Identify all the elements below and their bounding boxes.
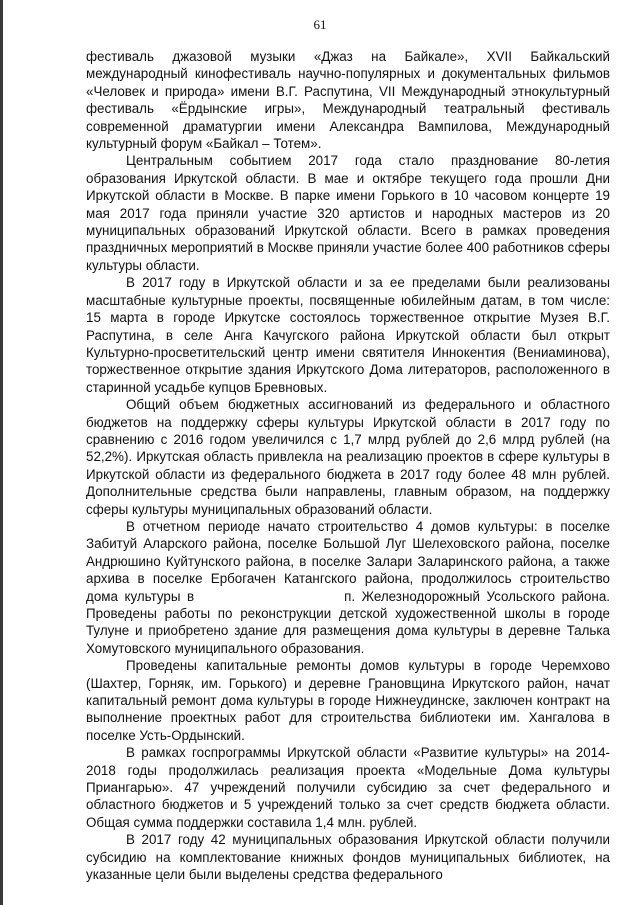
paragraph-repairs: Проведены капитальные ремонты домов культуры в городе Черемхово (Шахтер, Горняк, им. Горького) и деревне Грановщина Иркутского район, начат капитальный ремонт дома культуры в городе Нижнеудинске, заключен контракт на выполнение проектных работ для строительства библиотеки им. Хангалова в поселке Усть-Ордынский. <box>86 658 610 743</box>
paragraph-construction <box>86 518 610 657</box>
construction-text-before: В отчетном периоде начато строительство 4 домов культуры: в поселке Забитуй Аларского района, поселке Большой Луг Шелеховского района, поселке Андрюшино Куйтунского района, в поселке Залари Заларинского района, а также архива в поселке Ербогачен Катангского района, продолжилось строительство дома культуры в <box>86 518 610 604</box>
construction-text-after: п. Железнодорожный Усольского района. Проведены работы по реконструкции детской художественной школы в городе Тулуне и приобретено здание для размещения дома культуры в деревне Талька Хомутовского муниципального образования. <box>86 588 610 656</box>
paragraph-state-program: В рамках госпрограммы Иркутской области «Развитие культуры» на 2014-2018 годы продолжилась реализация проекта «Модельные Дома культуры Приангарью». 47 учреждений получили субсидию за счет федерального и областного бюджетов и 5 учреждений только за счет средств бюджета области. Общая сумма поддержки составила 1,4 млн. рублей. <box>86 745 610 830</box>
page-number: 61 <box>313 17 327 32</box>
document-body <box>86 48 610 884</box>
page-left-border <box>0 0 3 905</box>
paragraph-anniversary: Центральным событием 2017 года стало празднование 80-летия образования Иркутской области. В мае и октябре текущего года прошли Дни Иркутской области в Москве. В парке имени Горького в 10 часовом концерте 19 мая 2017 года приняли участие 320 артистов и народных мастеров из 20 муниципальных образований Иркутской области. Всего в рамках проведения праздничных мероприятий в Москве приняли участие более 400 работников сферы культуры области. <box>86 153 610 273</box>
paragraph-library-funds: В 2017 году 42 муниципальных образования Иркутской области получили субсидию на комплектование книжных фондов муниципальных библиотек, на указанные цели были выделены средства федерального <box>86 832 610 883</box>
paragraph-budget: Общий объем бюджетных ассигнований из федерального и областного бюджетов на поддержку сферы культуры Иркутской области в 2017 году по сравнению с 2016 годом увеличился с 1,7 млрд рублей до 2,6 млрд рублей (на 52,2%). Иркутская область привлекла на реализацию проектов в сфере культуры в Иркутской области из федерального бюджета в 2017 году более 48 млн рублей. Дополнительные средства были направлены, главным образом, на поддержку сферы культуры муниципальных образований области. <box>86 397 610 517</box>
paragraph-festivals: фестиваль джазовой музыки «Джаз на Байкале», XVII Байкальский международный кинофестиваль научно-популярных и документальных фильмов «Человек и природа» имени В.Г. Распутина, VII Международный этнокультурный фестиваль «Ёрдынские игры», Международный театральный фестиваль современной драматургии имени Александра Вампилова, Международный культурный форум «Байкал – Тотем». <box>86 49 610 152</box>
paragraph-cultural-projects: В 2017 году в Иркутской области и за ее пределами были реализованы масштабные культурные проекты, посвященные юбилейным датам, в том числе: 15 марта в городе Иркутске состоялось торжественное открытие Музея В.Г. Распутина, в селе Анга Качугского района Иркутской области был открыт Культурно-просветительский центр имени святителя Иннокентия (Вениаминова), торжественное открытие здания Иркутского Дома литераторов, расположенного в старинной усадьбе купцов Бревновых. <box>86 275 610 395</box>
